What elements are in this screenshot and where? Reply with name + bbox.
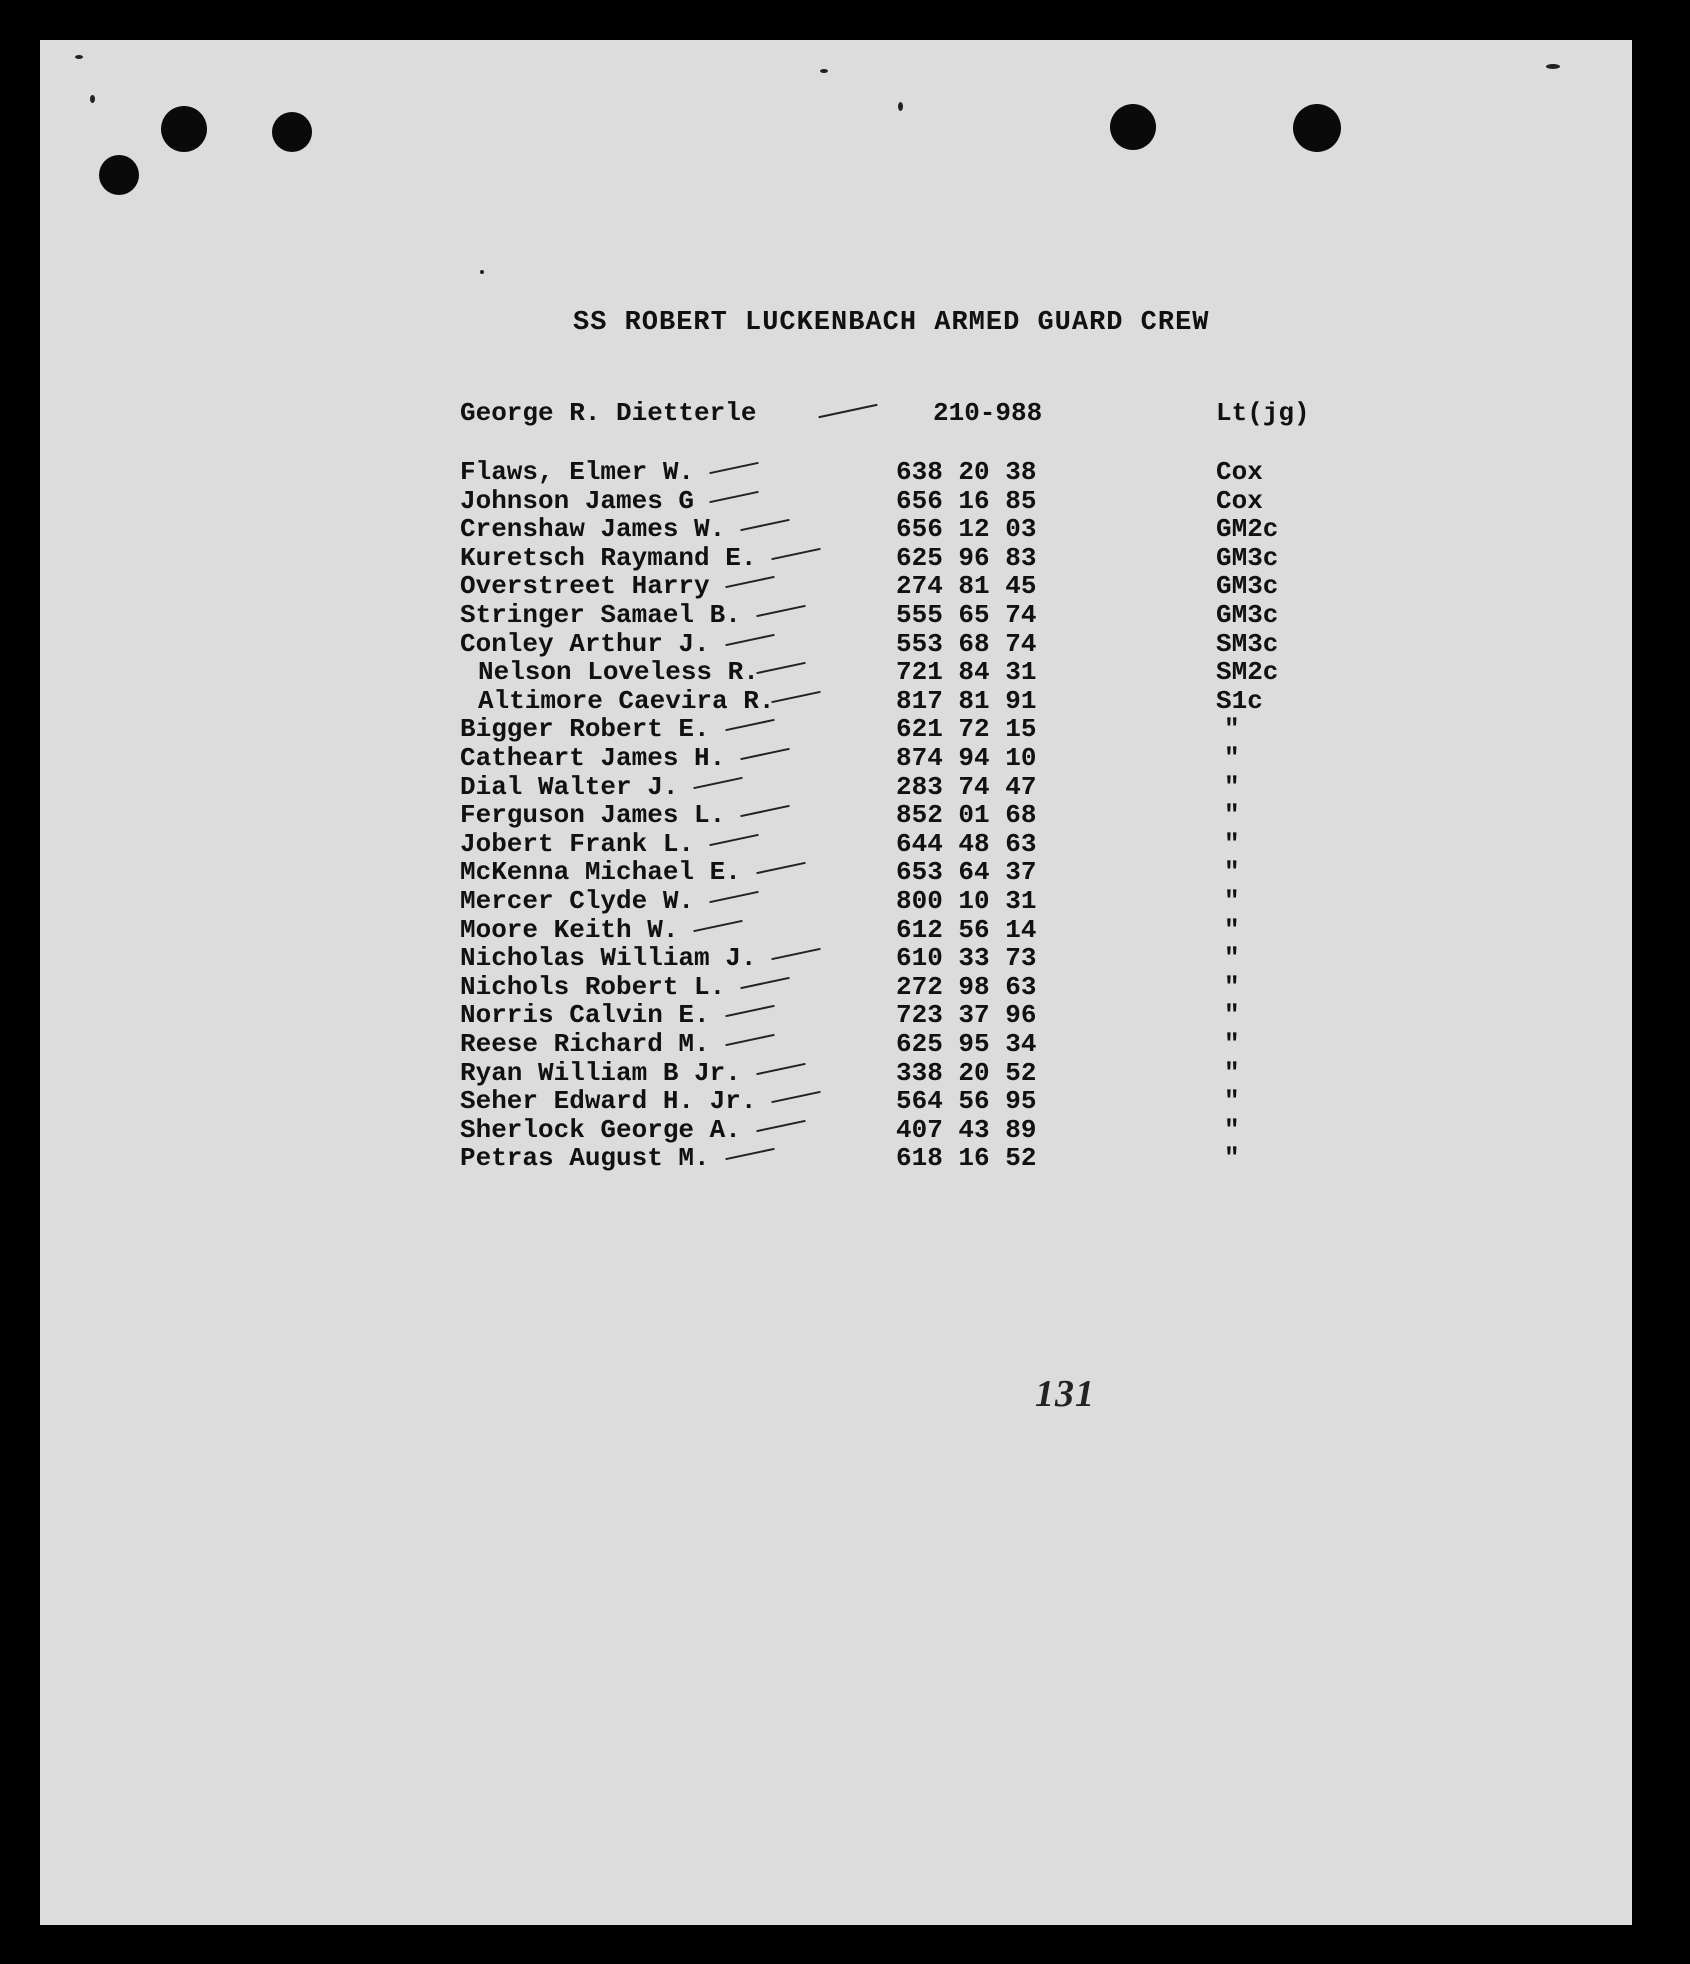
crew-rank: " xyxy=(1224,1086,1240,1116)
check-mark xyxy=(694,777,743,789)
crew-row xyxy=(0,800,1690,828)
crew-rank: Cox xyxy=(1216,486,1263,516)
page-number: 131 xyxy=(1035,1373,1095,1415)
crew-number: 817 81 91 xyxy=(896,686,1037,716)
crew-rank: " xyxy=(1224,1143,1240,1173)
speck xyxy=(480,270,484,274)
binder-hole xyxy=(1110,104,1156,150)
crew-name: Conley Arthur J. xyxy=(460,629,710,659)
crew-row xyxy=(0,943,1690,971)
check-mark xyxy=(725,634,774,646)
check-mark xyxy=(772,948,821,960)
officer-name: George R. Dietterle xyxy=(460,398,757,428)
crew-rank: " xyxy=(1224,972,1240,1002)
crew-row xyxy=(0,657,1690,685)
check-mark xyxy=(772,691,821,703)
crew-row xyxy=(0,686,1690,714)
check-mark xyxy=(818,404,877,418)
crew-name: Ryan William B Jr. xyxy=(460,1058,741,1088)
document-title: SS ROBERT LUCKENBACH ARMED GUARD CREW xyxy=(573,308,1210,338)
crew-name: McKenna Michael E. xyxy=(460,857,741,887)
check-mark xyxy=(709,491,758,503)
check-mark xyxy=(725,1005,774,1017)
crew-row xyxy=(0,714,1690,742)
crew-number: 625 95 34 xyxy=(896,1029,1037,1059)
check-mark xyxy=(756,862,805,874)
check-mark xyxy=(772,548,821,560)
crew-row xyxy=(0,571,1690,599)
crew-rank: " xyxy=(1224,772,1240,802)
crew-name: Kuretsch Raymand E. xyxy=(460,543,757,573)
crew-name: Bigger Robert E. xyxy=(460,714,710,744)
crew-row xyxy=(0,1143,1690,1171)
speck xyxy=(820,69,828,73)
check-mark xyxy=(741,977,790,989)
speck xyxy=(90,95,95,103)
crew-row xyxy=(0,915,1690,943)
crew-number: 638 20 38 xyxy=(896,457,1037,487)
check-mark xyxy=(725,1148,774,1160)
crew-name: Petras August M. xyxy=(460,1143,710,1173)
crew-number: 653 64 37 xyxy=(896,857,1037,887)
check-mark xyxy=(741,519,790,531)
crew-rank: SM3c xyxy=(1216,629,1279,659)
crew-name: Crenshaw James W. xyxy=(460,514,726,544)
check-mark xyxy=(694,920,743,932)
crew-row xyxy=(0,857,1690,885)
speck xyxy=(75,55,83,59)
crew-number: 612 56 14 xyxy=(896,915,1037,945)
binder-hole xyxy=(99,155,139,195)
crew-rank: " xyxy=(1224,886,1240,916)
crew-name: Overstreet Harry xyxy=(460,571,710,601)
crew-rank: " xyxy=(1224,714,1240,744)
crew-rank: S1c xyxy=(1216,686,1263,716)
check-mark xyxy=(725,576,774,588)
crew-name: Stringer Samael B. xyxy=(460,600,741,630)
crew-name: Nicholas William J. xyxy=(460,943,757,973)
crew-number: 564 56 95 xyxy=(896,1086,1037,1116)
crew-row xyxy=(0,772,1690,800)
crew-number: 800 10 31 xyxy=(896,886,1037,916)
check-mark xyxy=(725,719,774,731)
crew-rank: " xyxy=(1224,1000,1240,1030)
speck xyxy=(898,102,903,111)
crew-number: 618 16 52 xyxy=(896,1143,1037,1173)
crew-rank: GM2c xyxy=(1216,514,1279,544)
crew-row xyxy=(0,457,1690,485)
crew-name: Nichols Robert L. xyxy=(460,972,726,1002)
check-mark xyxy=(756,605,805,617)
crew-number: 874 94 10 xyxy=(896,743,1037,773)
check-mark xyxy=(756,662,805,674)
crew-rank: GM3c xyxy=(1216,543,1279,573)
crew-row xyxy=(0,1000,1690,1028)
crew-name: Ferguson James L. xyxy=(460,800,726,830)
officer-row xyxy=(0,398,1690,426)
crew-number: 852 01 68 xyxy=(896,800,1037,830)
crew-row xyxy=(0,1086,1690,1114)
crew-rank: " xyxy=(1224,857,1240,887)
binder-hole xyxy=(1293,104,1341,152)
crew-name: Seher Edward H. Jr. xyxy=(460,1086,757,1116)
crew-row xyxy=(0,1058,1690,1086)
binder-hole xyxy=(272,112,312,152)
crew-number: 338 20 52 xyxy=(896,1058,1037,1088)
crew-number: 656 12 03 xyxy=(896,514,1037,544)
crew-name: Jobert Frank L. xyxy=(460,829,695,859)
crew-rank: Cox xyxy=(1216,457,1263,487)
crew-name: Mercer Clyde W. xyxy=(460,886,695,916)
officer-number: 210-988 xyxy=(933,398,1043,428)
crew-name: Sherlock George A. xyxy=(460,1115,741,1145)
crew-name: Moore Keith W. xyxy=(460,915,679,945)
crew-row xyxy=(0,543,1690,571)
check-mark xyxy=(709,462,758,474)
crew-row xyxy=(0,972,1690,1000)
crew-number: 656 16 85 xyxy=(896,486,1037,516)
crew-number: 610 33 73 xyxy=(896,943,1037,973)
crew-rank: " xyxy=(1224,1029,1240,1059)
crew-row xyxy=(0,629,1690,657)
crew-rank: " xyxy=(1224,915,1240,945)
crew-rank: GM3c xyxy=(1216,571,1279,601)
speck xyxy=(1546,64,1560,69)
crew-row xyxy=(0,514,1690,542)
crew-rank: " xyxy=(1224,829,1240,859)
crew-number: 723 37 96 xyxy=(896,1000,1037,1030)
crew-number: 621 72 15 xyxy=(896,714,1037,744)
crew-rank: " xyxy=(1224,1058,1240,1088)
crew-name: Nelson Loveless R. xyxy=(478,657,759,687)
crew-name: Johnson James G xyxy=(460,486,695,516)
crew-number: 274 81 45 xyxy=(896,571,1037,601)
crew-row xyxy=(0,886,1690,914)
crew-name: Norris Calvin E. xyxy=(460,1000,710,1030)
crew-row xyxy=(0,829,1690,857)
crew-name: Flaws, Elmer W. xyxy=(460,457,695,487)
crew-row xyxy=(0,1029,1690,1057)
officer-rank: Lt(jg) xyxy=(1216,398,1310,428)
crew-number: 721 84 31 xyxy=(896,657,1037,687)
crew-rank: " xyxy=(1224,943,1240,973)
crew-rank: " xyxy=(1224,800,1240,830)
crew-name: Reese Richard M. xyxy=(460,1029,710,1059)
crew-row xyxy=(0,486,1690,514)
crew-row xyxy=(0,743,1690,771)
crew-rank: SM2c xyxy=(1216,657,1279,687)
crew-rank: " xyxy=(1224,1115,1240,1145)
crew-number: 272 98 63 xyxy=(896,972,1037,1002)
crew-row xyxy=(0,1115,1690,1143)
crew-name: Catheart James H. xyxy=(460,743,726,773)
binder-hole xyxy=(161,106,207,152)
crew-rank: " xyxy=(1224,743,1240,773)
crew-name: Dial Walter J. xyxy=(460,772,679,802)
crew-name: Altimore Caevira R. xyxy=(478,686,775,716)
crew-number: 555 65 74 xyxy=(896,600,1037,630)
crew-number: 407 43 89 xyxy=(896,1115,1037,1145)
check-mark xyxy=(725,1034,774,1046)
crew-number: 553 68 74 xyxy=(896,629,1037,659)
check-mark xyxy=(741,748,790,760)
check-mark xyxy=(741,805,790,817)
check-mark xyxy=(756,1120,805,1132)
crew-number: 283 74 47 xyxy=(896,772,1037,802)
crew-row xyxy=(0,600,1690,628)
check-mark xyxy=(709,834,758,846)
crew-number: 644 48 63 xyxy=(896,829,1037,859)
crew-number: 625 96 83 xyxy=(896,543,1037,573)
check-mark xyxy=(709,891,758,903)
crew-rank: GM3c xyxy=(1216,600,1279,630)
check-mark xyxy=(756,1063,805,1075)
check-mark xyxy=(772,1091,821,1103)
